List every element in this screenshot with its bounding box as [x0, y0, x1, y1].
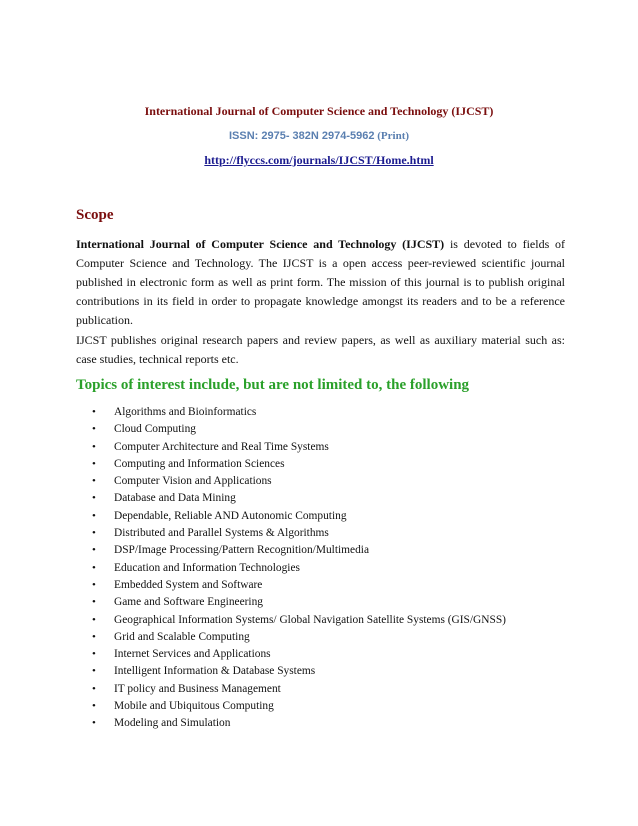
bullet-icon: •	[92, 561, 96, 574]
list-item	[92, 681, 572, 698]
topic-label: IT policy and Business Management	[114, 682, 281, 695]
list-item	[92, 542, 572, 559]
topics-list	[92, 404, 572, 733]
scope-paragraph-1	[76, 235, 565, 330]
list-item	[92, 594, 572, 611]
list-item	[92, 404, 572, 421]
topic-label: Mobile and Ubiquitous Computing	[114, 700, 274, 713]
topic-label: Education and Information Technologies	[114, 561, 300, 574]
topic-label: Game and Software Engineering	[114, 596, 263, 609]
list-item	[92, 629, 572, 646]
list-item	[92, 715, 572, 732]
journal-url-link[interactable]: http://flyccs.com/journals/IJCST/Home.html	[204, 153, 434, 167]
topic-label: Computer Architecture and Real Time Systems	[114, 440, 329, 453]
scope-heading: Scope	[76, 207, 114, 223]
bullet-icon: •	[92, 665, 96, 678]
topics-heading: Topics of interest include, but are not limited to, the following	[76, 377, 470, 393]
bullet-icon: •	[92, 440, 96, 453]
topic-label: Modeling and Simulation	[114, 717, 231, 730]
topic-label: DSP/Image Processing/Pattern Recognition/Multimedia	[114, 544, 369, 557]
list-item	[92, 663, 572, 680]
bullet-icon: •	[92, 596, 96, 609]
bullet-icon: •	[92, 682, 96, 695]
issn-print-label: (Print)	[377, 130, 410, 142]
topic-label: Database and Data Mining	[114, 492, 236, 505]
bullet-icon: •	[92, 630, 96, 643]
bullet-icon: •	[92, 509, 96, 522]
bullet-icon: •	[92, 475, 96, 488]
bullet-icon: •	[92, 648, 96, 661]
topic-label: Grid and Scalable Computing	[114, 630, 250, 643]
list-item	[92, 456, 572, 473]
list-item	[92, 560, 572, 577]
topic-label: Computing and Information Sciences	[114, 457, 285, 470]
bullet-icon: •	[92, 613, 96, 626]
list-item	[92, 508, 572, 525]
bullet-icon: •	[92, 423, 96, 436]
bullet-icon: •	[92, 457, 96, 470]
list-item	[92, 698, 572, 715]
topic-label: Intelligent Information & Database Systems	[114, 665, 316, 678]
topic-label: Internet Services and Applications	[114, 648, 271, 661]
topic-label: Embedded System and Software	[114, 578, 263, 591]
bullet-icon: •	[92, 527, 96, 540]
bullet-icon: •	[92, 492, 96, 505]
list-item	[92, 612, 572, 629]
list-item	[92, 577, 572, 594]
bullet-icon: •	[92, 700, 96, 713]
scope-paragraph-1-text: is devoted to fields of Computer Science and Technology. The IJCST is a open access peer-reviewed scientific journal published in electronic form as well as print form. The mission of this journal is to publish original contributions in its field in order to propagate knowledge amongst its readers and to be a reference publication.	[76, 237, 566, 327]
list-item	[92, 439, 572, 456]
bullet-icon: •	[92, 544, 96, 557]
bullet-icon: •	[92, 578, 96, 591]
scope-journal-name: International Journal of Computer Science and Technology (IJCST)	[76, 237, 445, 251]
list-item	[92, 421, 572, 438]
issn-number: ISSN: 2975- 382N 2974-5962	[228, 130, 375, 142]
topic-label: Geographical Information Systems/ Global Navigation Satellite Systems (GIS/GNSS)	[114, 613, 506, 626]
topic-label: Algorithms and Bioinformatics	[114, 406, 257, 418]
bullet-icon: •	[92, 717, 96, 730]
list-item	[92, 490, 572, 507]
topic-label: Dependable, Reliable AND Autonomic Computing	[114, 509, 347, 522]
list-item	[92, 473, 572, 490]
journal-title: International Journal of Computer Science and Technology (IJCST)	[144, 104, 494, 118]
list-item	[92, 525, 572, 542]
issn-line	[0, 130, 638, 142]
topic-label: Computer Vision and Applications	[114, 475, 272, 488]
bullet-icon: •	[92, 406, 96, 418]
list-item	[92, 646, 572, 663]
topic-label: Distributed and Parallel Systems & Algorithms	[114, 527, 329, 540]
scope-paragraph-2: IJCST publishes original research papers and review papers, as well as auxiliary material such as: case studies, technical reports etc.	[76, 333, 565, 366]
topic-label: Cloud Computing	[114, 423, 196, 436]
